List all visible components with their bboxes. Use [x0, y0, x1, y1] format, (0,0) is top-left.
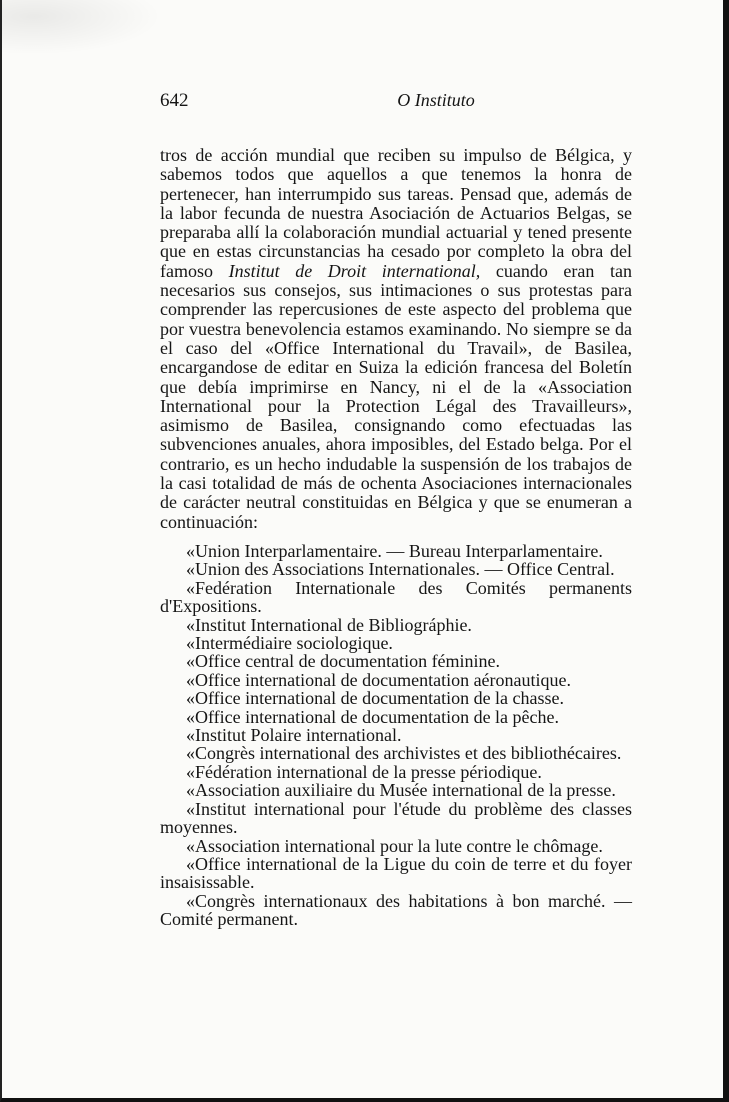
organizations-list	[160, 542, 632, 929]
list-item: «Institut International de Bibliográphie.	[186, 614, 472, 635]
page-number: 642	[160, 90, 189, 111]
list-item: «Office international de la Ligue du coin de terre et du foyer insaisissable.	[160, 853, 632, 893]
list-item: «Congrès internationaux des habitations à bon marché. — Comité permanent.	[160, 890, 632, 930]
list-item: «Office international de documentation de la pêche.	[186, 706, 560, 727]
list-item: «Office international de documentation de la chasse.	[186, 688, 565, 709]
italic-institution-title: Institut de Droit international,	[228, 260, 481, 281]
paragraph-text-part-2: cuando eran tan necesarios sus consejos, sus intimaciones o sus protestas para comprender las repercusiones de este aspecto del problema que por vuestra benevolencia estamos examinando. No siempre se da el caso del «Office International du Travail», de Basilea, encargandose de editar en Suiza la edición francesa del Boletín que debía imprimirse en Nancy, ni el de la «Association International pour la Protection Légal des Travailleurs», asimismo de Basilea, consignando como efectuadas las subvenciones anuales, ahora imposibles, del Estado belga. Por el contrario, es un hecho indudable la suspensión de los trabajos de la casi totalidad de más de ochenta Asociaciones internacionales de carácter neutral constituidas en Bélgica y que se enumeran a continuación:	[160, 260, 632, 532]
list-item: «Intermédiaire sociologique.	[186, 633, 393, 654]
list-item: «Fédération international de la presse périodique.	[186, 761, 542, 782]
list-item: «Fedération Internationale des Comités permanents d'Expositions.	[160, 577, 632, 617]
running-title: O Instituto	[397, 90, 475, 110]
body-paragraph	[160, 146, 632, 532]
list-item: «Institut international pour l'étude du problème des classes moyennes.	[160, 798, 632, 838]
list-item: «Office central de documentation féminine.	[186, 651, 501, 672]
scan-smudge	[2, 0, 162, 55]
list-item: «Institut Polaire international.	[186, 725, 402, 746]
list-item: «Office international de documentation aéronautique.	[186, 669, 572, 690]
page-header	[160, 90, 632, 118]
list-item: «Association international pour la lute contre le chômage.	[186, 835, 603, 856]
list-item: «Association auxiliaire du Musée international de la presse.	[186, 780, 616, 801]
paragraph-text-part-1: tros de acción mundial que reciben su impulso de Bélgica, y sabemos todos que aquellos a que tenemos la honra de pertenecer, han interrumpido sus tareas. Pensad que, además de la labor fecunda de nuestra Asociación de Actuarios Belgas, se preparaba allí la colaboración mundial actuarial y tened presente que en estas circunstancias ha cesado por completo la obra del famoso	[160, 145, 632, 281]
list-item: «Union Interparlamentaire. — Bureau Interparlamentaire.	[186, 541, 603, 561]
list-item: «Union des Associations Internationales. — Office Central.	[186, 559, 615, 580]
list-item: «Congrès international des archivistes et des bibliothécaires.	[186, 743, 622, 764]
